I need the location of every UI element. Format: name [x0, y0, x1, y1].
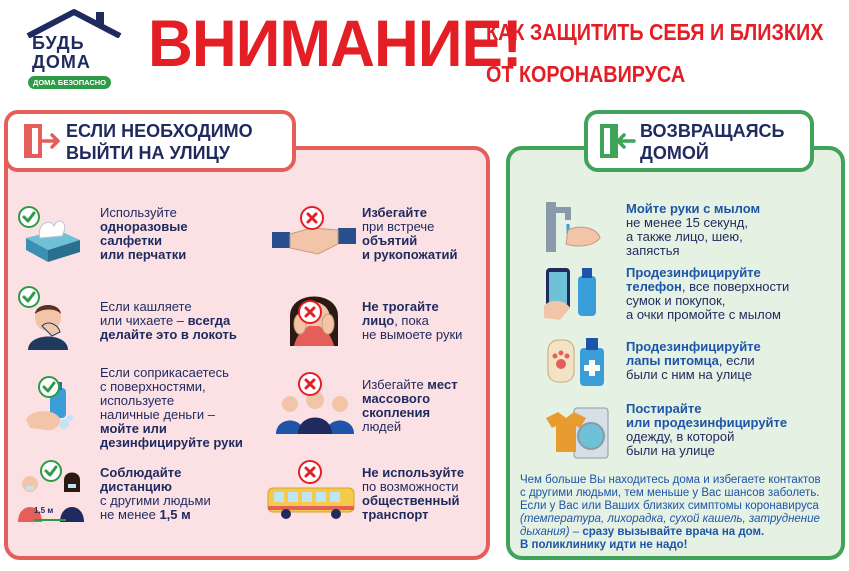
- advice-wash-hands: [100, 366, 243, 450]
- logo-line-2: ДОМА: [32, 52, 91, 72]
- exit-door-icon: [20, 122, 60, 162]
- home-advice-pet-line: были с ним на улице: [626, 367, 752, 382]
- advice-no-touch-face: [362, 300, 462, 342]
- text-line: одноразовые: [100, 219, 188, 234]
- home-advice-laundry-head: Постирайте: [626, 401, 702, 416]
- text-line: Соблюдайте: [100, 465, 182, 480]
- text-line: Избегайте мест: [362, 377, 458, 392]
- text-line: общественный: [362, 493, 460, 508]
- enter-door-icon: [596, 122, 636, 162]
- text-line: Избегайте: [362, 205, 427, 220]
- text-line: наличные деньги –: [100, 407, 216, 422]
- check-icon: [38, 376, 60, 398]
- outside-tab-line-2: ВЫЙТИ НА УЛИЦУ: [66, 143, 230, 163]
- cross-icon: [298, 460, 322, 484]
- home-tab: [584, 110, 814, 172]
- text-line: Если соприкасаетесь: [100, 365, 229, 380]
- distance-label: 1,5 м: [34, 506, 54, 515]
- laundry-icon: [544, 404, 610, 462]
- text-line: людей: [362, 419, 402, 434]
- text-line: лицо, пока: [362, 313, 429, 328]
- faucet-icon: [538, 200, 604, 252]
- text-line: Не используйте: [362, 465, 465, 480]
- home-advice-phone-line: сумок и покупок,: [626, 293, 726, 308]
- text-line: дыхания) – сразу вызывайте врача на дом.: [520, 526, 765, 538]
- text-line: и рукопожатий: [362, 247, 458, 262]
- logo: [18, 8, 130, 96]
- logo-badge: ДОМА БЕЗОПАСНО: [28, 76, 111, 89]
- text-line: (температура, лихорадка, сухой кашель, затруднение: [520, 513, 820, 525]
- home-advice-phone-head: телефон: [626, 279, 682, 294]
- bottom-note: [520, 474, 840, 552]
- logo-line-1: БУДЬ: [32, 33, 85, 53]
- cross-icon: [298, 300, 322, 324]
- advice-distance: [100, 466, 211, 522]
- home-advice-pet-head: Продезинфицируйте: [626, 339, 761, 354]
- home-advice-laundry-line: были на улице: [626, 443, 715, 458]
- advice-avoid-crowds: [362, 378, 458, 434]
- home-tab-line-1: ВОЗВРАЩАЯСЬ: [640, 121, 785, 141]
- home-advice-phone: [626, 266, 789, 322]
- text-line: с другими людьми: [100, 493, 211, 508]
- text-line: массового: [362, 391, 431, 406]
- text-line: Если кашляете: [100, 299, 192, 314]
- home-advice-pet: [626, 340, 761, 382]
- text-line: объятий: [362, 233, 418, 248]
- advice-cough: [100, 300, 237, 342]
- advice-no-transport: [362, 466, 464, 522]
- check-icon: [40, 460, 62, 482]
- text-line: не вымоете руки: [362, 327, 463, 342]
- advice-no-handshake: [362, 206, 457, 262]
- page-title: ВНИМАНИЕ!: [148, 6, 522, 80]
- text-line: дезинфицируйте руки: [100, 435, 243, 450]
- text-line: или перчатки: [100, 247, 187, 262]
- home-advice-phone-head: Продезинфицируйте: [626, 265, 761, 280]
- outside-tab: [4, 110, 296, 172]
- home-advice-wash-line: запястья: [626, 243, 680, 258]
- text-line: не менее 1,5 м: [100, 507, 191, 522]
- text-line: при встрече: [362, 219, 435, 234]
- text-line: дистанцию: [100, 479, 173, 494]
- check-icon: [18, 286, 40, 308]
- text-line: Используйте: [100, 205, 177, 220]
- home-advice-pet-line: , если: [718, 353, 755, 368]
- subtitle-line-1: КАК ЗАЩИТИТЬ СЕБЯ И БЛИЗКИХ: [486, 19, 824, 45]
- text-line: транспорт: [362, 507, 429, 522]
- text-line: делайте это в локоть: [100, 327, 237, 342]
- text-line: В поликлинику идти не надо!: [520, 539, 688, 551]
- pet-paw-icon: [544, 334, 608, 392]
- check-icon: [18, 206, 40, 228]
- phone-disinfect-icon: [540, 262, 604, 322]
- outside-tab-line-1: ЕСЛИ НЕОБХОДИМО: [66, 121, 253, 141]
- home-advice-phone-line: а очки промойте с мылом: [626, 307, 781, 322]
- text-line: Чем больше Вы находитесь дома и избегаете контактов: [520, 474, 821, 486]
- home-tab-line-2: ДОМОЙ: [640, 143, 709, 163]
- home-advice-pet-head: лапы питомца: [626, 353, 719, 368]
- subtitle-line-2: ОТ КОРОНАВИРУСА: [486, 61, 686, 87]
- advice-tissues: [100, 206, 188, 262]
- home-advice-laundry: [626, 402, 787, 458]
- text-line: мойте или: [100, 421, 167, 436]
- text-line: по возможности: [362, 479, 459, 494]
- text-line: Если у Вас или Ваших близких симптомы коронавируса: [520, 500, 819, 512]
- home-advice-wash: [626, 202, 760, 258]
- text-line: с поверхностями,: [100, 379, 206, 394]
- cross-icon: [300, 206, 324, 230]
- bus-icon: [266, 486, 356, 520]
- home-advice-wash-line: а также лицо, шею,: [626, 229, 743, 244]
- home-advice-wash-head: Мойте руки с мылом: [626, 201, 761, 216]
- home-advice-wash-line: не менее 15 секунд,: [626, 215, 748, 230]
- text-line: Не трогайте: [362, 299, 439, 314]
- text-line: используете: [100, 393, 175, 408]
- home-advice-laundry-head: или продезинфицируйте: [626, 415, 788, 430]
- home-advice-laundry-line: одежду, в которой: [626, 429, 735, 444]
- home-advice-phone-line: , все поверхности: [681, 279, 790, 294]
- text-line: скопления: [362, 405, 431, 420]
- cross-icon: [298, 372, 322, 396]
- text-line: салфетки: [100, 233, 163, 248]
- text-line: или чихаете – всегда: [100, 313, 231, 328]
- text-line: с другими людьми, тем меньше у Вас шансов заболеть.: [520, 487, 820, 499]
